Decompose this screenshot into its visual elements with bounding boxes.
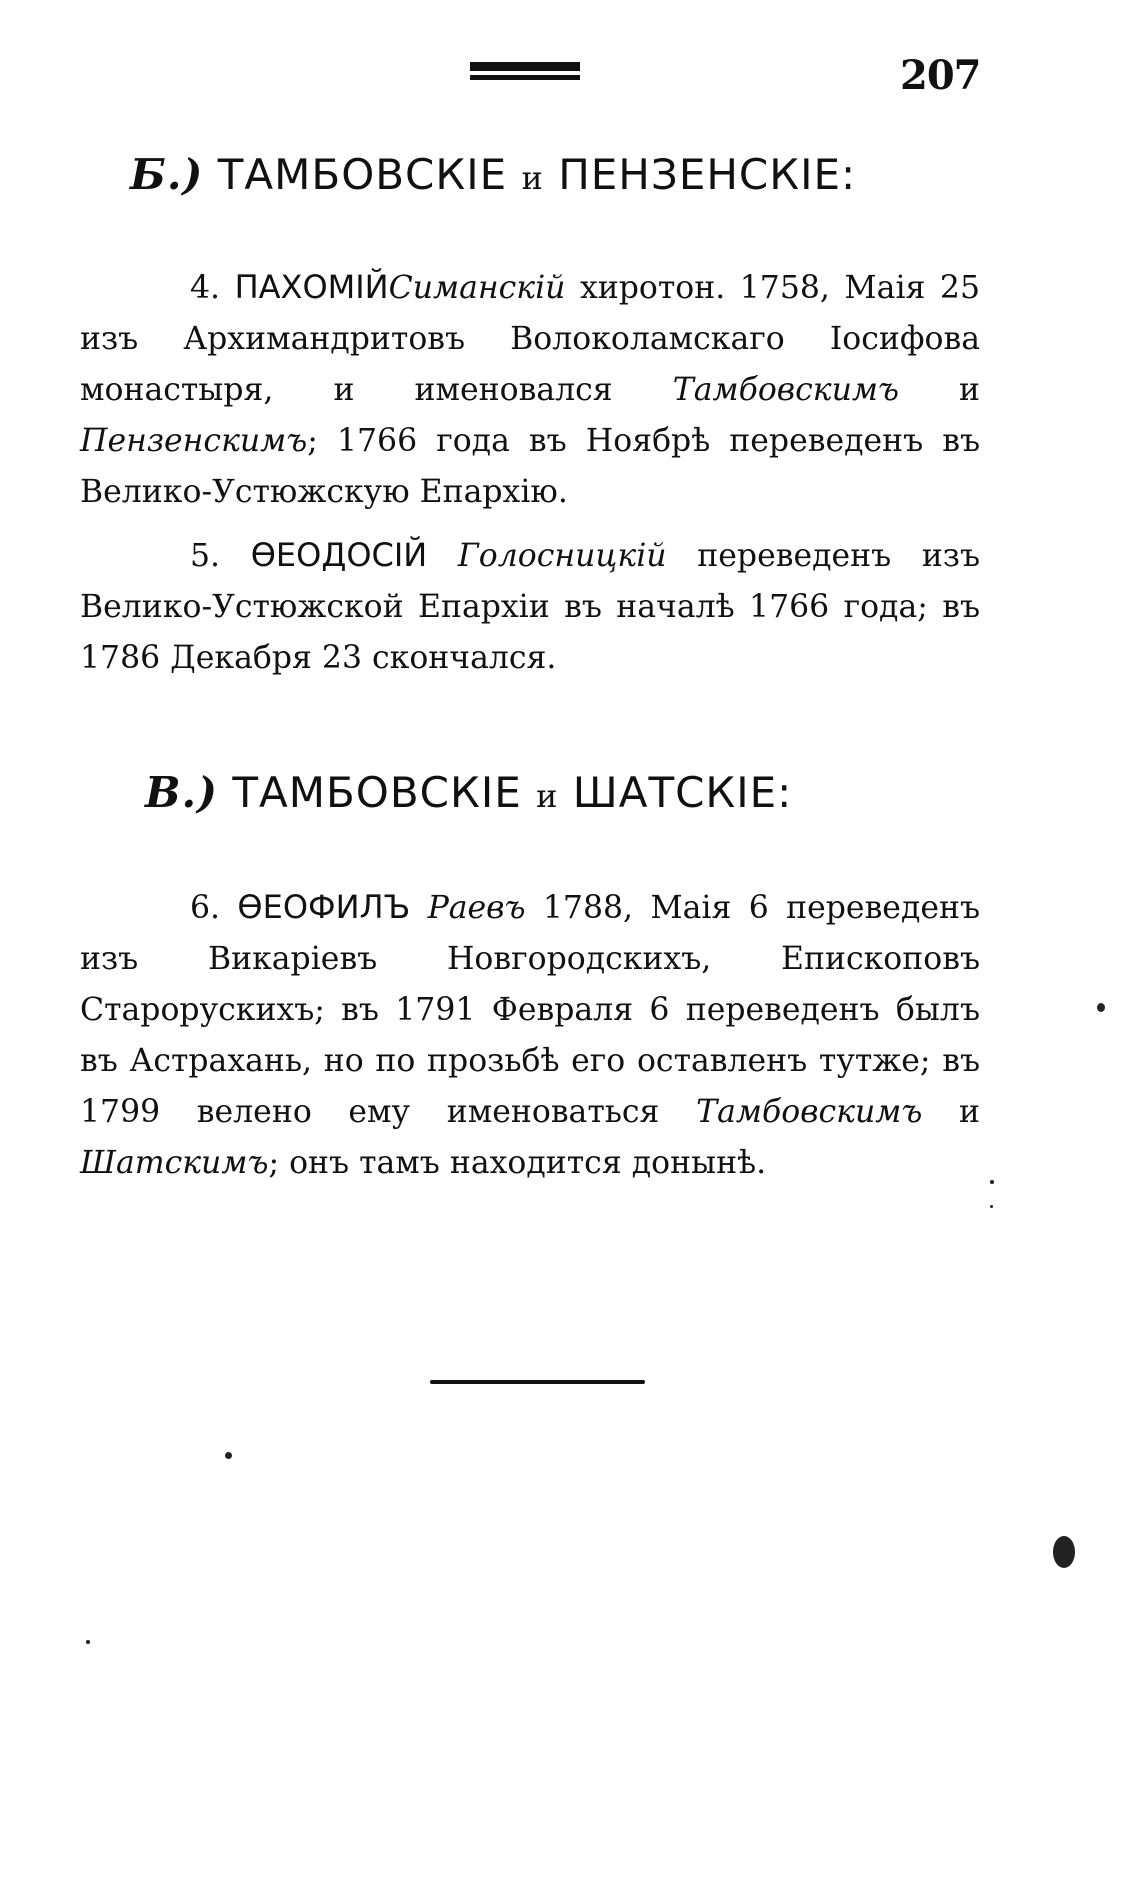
section-letter: В.) [145, 768, 218, 817]
entry-number: 5. [190, 538, 221, 574]
entry-italic-title: Шатскимъ [80, 1145, 269, 1181]
entry-conj: и [959, 372, 981, 408]
entry-text: хиротон. 1758, Маія 25 изъ Архимандритовъ Волоколамскаго Іосифова монастыря, и именовался [80, 270, 980, 408]
entry-conj: и [959, 1094, 981, 1130]
entry-number: 6. [190, 890, 221, 926]
entry-italic-title: Пензенскимъ [80, 423, 308, 459]
entry-name: ѲЕОФИЛЪ [237, 888, 411, 926]
entry-italic-title: Тамбовскимъ [696, 1094, 923, 1130]
section-conj: и [536, 777, 559, 815]
entry-surname: Симанскій [388, 270, 566, 306]
page-number: 207 [900, 52, 981, 99]
section-title-b: ШАТСКІЕ: [572, 768, 793, 817]
section-title-a: ТАМБОВСКІЕ [217, 150, 508, 199]
entry-text: 1788, Маія 6 переведенъ изъ Викаріевъ Новгородскихъ, Епископовъ Старорускихъ; въ 1791 Февраля 6 переведенъ былъ въ Астрахань, но по прозьбѣ его оставленъ тутже; въ 1799 велено ему именоваться [80, 890, 981, 1130]
end-rule [430, 1380, 645, 1384]
section-title-a: ТАМБОВСКІЕ [232, 768, 522, 817]
print-speck [86, 1640, 90, 1644]
entry-text: переведенъ изъ Велико-Устюжской Епархіи въ началѣ 1766 года; въ 1786 Декабря 23 скончался. [80, 538, 981, 676]
print-speck [1097, 1003, 1105, 1012]
entry-italic-title: Тамбовскимъ [672, 372, 899, 408]
section-title-b: ПЕНЗЕНСКІЕ: [558, 150, 857, 199]
entry-name: ѲЕОДОСІЙ [250, 536, 428, 574]
entry-text: ; онъ тамъ находится донынѣ. [268, 1145, 767, 1181]
entry-number: 4. [190, 270, 221, 306]
header-rule [470, 62, 580, 84]
section-heading-b [130, 150, 856, 199]
entry-6 [80, 882, 980, 1189]
entry-surname: Голосницкій [457, 538, 667, 574]
section-letter: Б.) [130, 150, 204, 199]
section-heading-v [145, 768, 792, 817]
print-speck [1053, 1536, 1075, 1568]
entry-surname: Раевъ [427, 890, 526, 926]
entry-name: ПАХОМІЙ [234, 268, 389, 306]
entry-5 [80, 530, 980, 684]
print-speck [990, 1180, 994, 1184]
entry-text: ; 1766 года въ Ноябрѣ переведенъ въ Велико-Устюжскую Епархію. [80, 423, 980, 510]
entry-4 [80, 262, 980, 518]
section-conj: и [521, 159, 544, 197]
print-speck [990, 1205, 993, 1208]
print-speck [225, 1452, 232, 1459]
